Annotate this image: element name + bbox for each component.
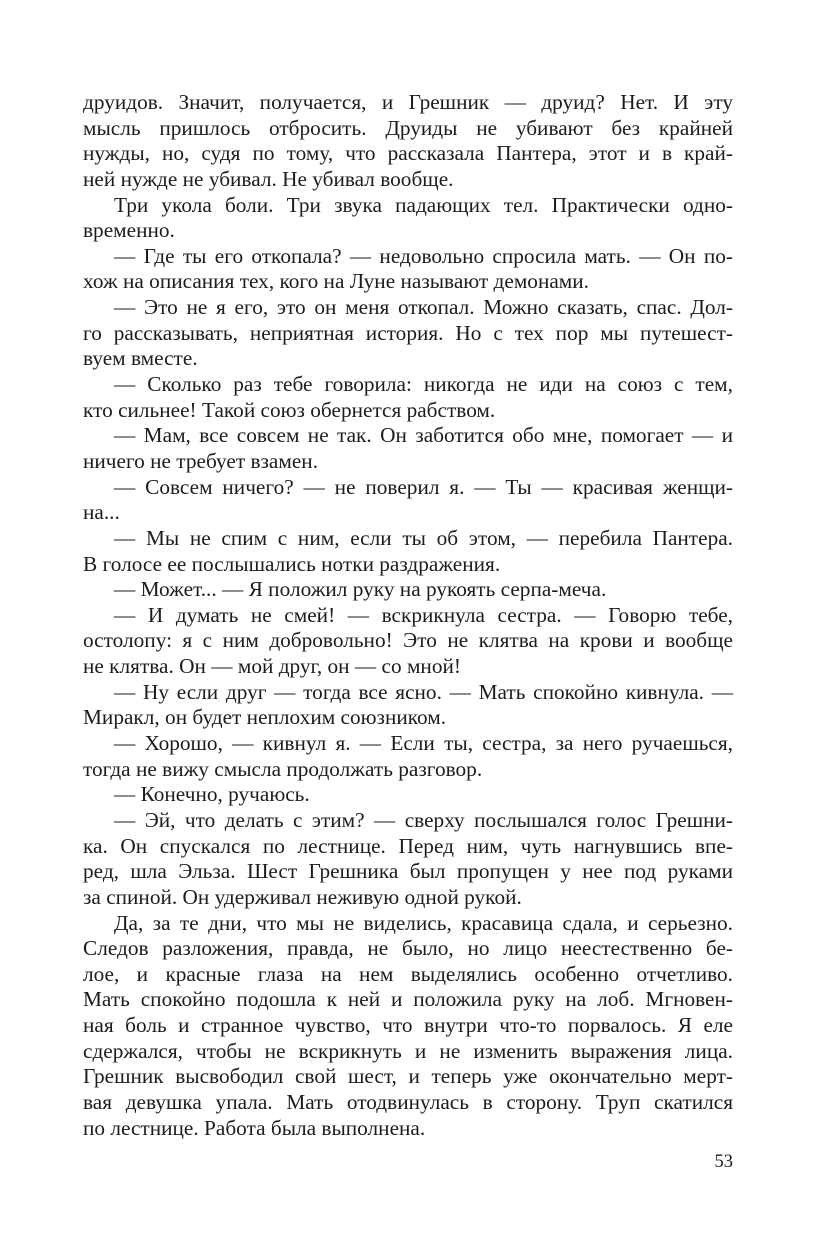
text-line: В голосе ее послышались нотки раздражения. [83, 551, 501, 576]
body-text [83, 90, 733, 1141]
text-line: — И думать не смей! — вскрикнула сестра. — Говорю тебе, [114, 602, 733, 627]
text-line: вая девушка упала. Мать отодвинулась в сторону. Труп скатился [83, 1089, 733, 1114]
page-number: 53 [714, 1152, 733, 1172]
text-line: Да, за те дни, что мы не виделись, красавица сдала, и серьезно. [114, 910, 733, 935]
text-line: Три укола боли. Три звука падающих тел. Практически одно- [114, 192, 733, 217]
text-line: сдержался, чтобы не вскрикнуть и не изменить выражения лица. [83, 1038, 733, 1063]
text-line: — Мы не спим с ним, если ты об этом, — перебила Пантера. [114, 525, 733, 550]
text-line: — Совсем ничего? — не поверил я. — Ты — красивая женщи- [114, 474, 733, 499]
text-line: нужды, но, судя по тому, что рассказала Пантера, этот и в край- [83, 141, 733, 166]
text-line: ней нужде не убивал. Не убивал вообще. [83, 166, 454, 191]
text-line: кто сильнее! Такой союз обернется рабством. [83, 397, 496, 422]
text-line: по лестнице. Работа была выполнена. [83, 1115, 426, 1140]
text-line: Следов разложения, правда, не было, но лицо неестественно бе- [83, 936, 733, 961]
text-line: Мать спокойно подошла к ней и положила руку на лоб. Мгновен- [83, 987, 733, 1012]
text-line: тогда не вижу смысла продолжать разговор. [83, 756, 483, 781]
text-line: — Может... — Я положил руку на рукоять серпа-меча. [114, 577, 607, 602]
text-line: лое, и красные глаза на нем выделялись особенно отчетливо. [83, 961, 733, 986]
text-line: — Где ты его откопала? — недовольно спросила мать. — Он по- [114, 243, 733, 268]
text-line: — Эй, что делать с этим? — сверху послышался голос Грешни- [114, 807, 733, 832]
text-line: — Сколько раз тебе говорила: никогда не иди на союз с тем, [114, 372, 733, 397]
text-line: — Конечно, ручаюсь. [114, 782, 310, 807]
text-line: на... [83, 500, 120, 525]
text-line: хож на описания тех, кого на Луне называют демонами. [83, 269, 589, 294]
text-line: не клятва. Он — мой друг, он — со мной! [83, 654, 461, 679]
text-line: Миракл, он будет неплохим союзником. [83, 705, 447, 730]
text-line: за спиной. Он удерживал неживую одной рукой. [83, 884, 522, 909]
text-line: Грешник высвободил свой шест, и теперь уже окончательно мерт- [83, 1064, 733, 1089]
text-line: го рассказывать, неприятная история. Но с тех пор мы путешест- [83, 320, 733, 345]
text-line: — Это не я его, это он меня откопал. Можно сказать, спас. Дол- [114, 295, 733, 320]
text-line: — Ну если друг — тогда все ясно. — Мать спокойно кивнула. — [114, 679, 733, 704]
text-line: ред, шла Эльза. Шест Грешника был пропущен у нее под руками [83, 859, 733, 884]
text-line: мысль пришлось отбросить. Друиды не убивают без крайней [83, 115, 733, 140]
text-line: ничего не требует взамен. [83, 448, 319, 473]
text-line: — Мам, все совсем не так. Он заботится обо мне, помогает — и [114, 423, 733, 448]
text-line: ная боль и странное чувство, что внутри что-то порвалось. Я еле [83, 1013, 733, 1038]
text-line: друидов. Значит, получается, и Грешник — друид? Нет. И эту [83, 90, 733, 114]
text-line: — Хорошо, — кивнул я. — Если ты, сестра, за него ручаешься, [114, 731, 733, 756]
text-line: остолопу: я с ним добровольно! Это не клятва на крови и вообще [83, 628, 733, 653]
text-line: временно. [83, 218, 175, 243]
text-line: ка. Он спускался по лестнице. Перед ним, чуть нагнувшись впе- [83, 833, 733, 858]
text-line: вуем вместе. [83, 346, 198, 371]
